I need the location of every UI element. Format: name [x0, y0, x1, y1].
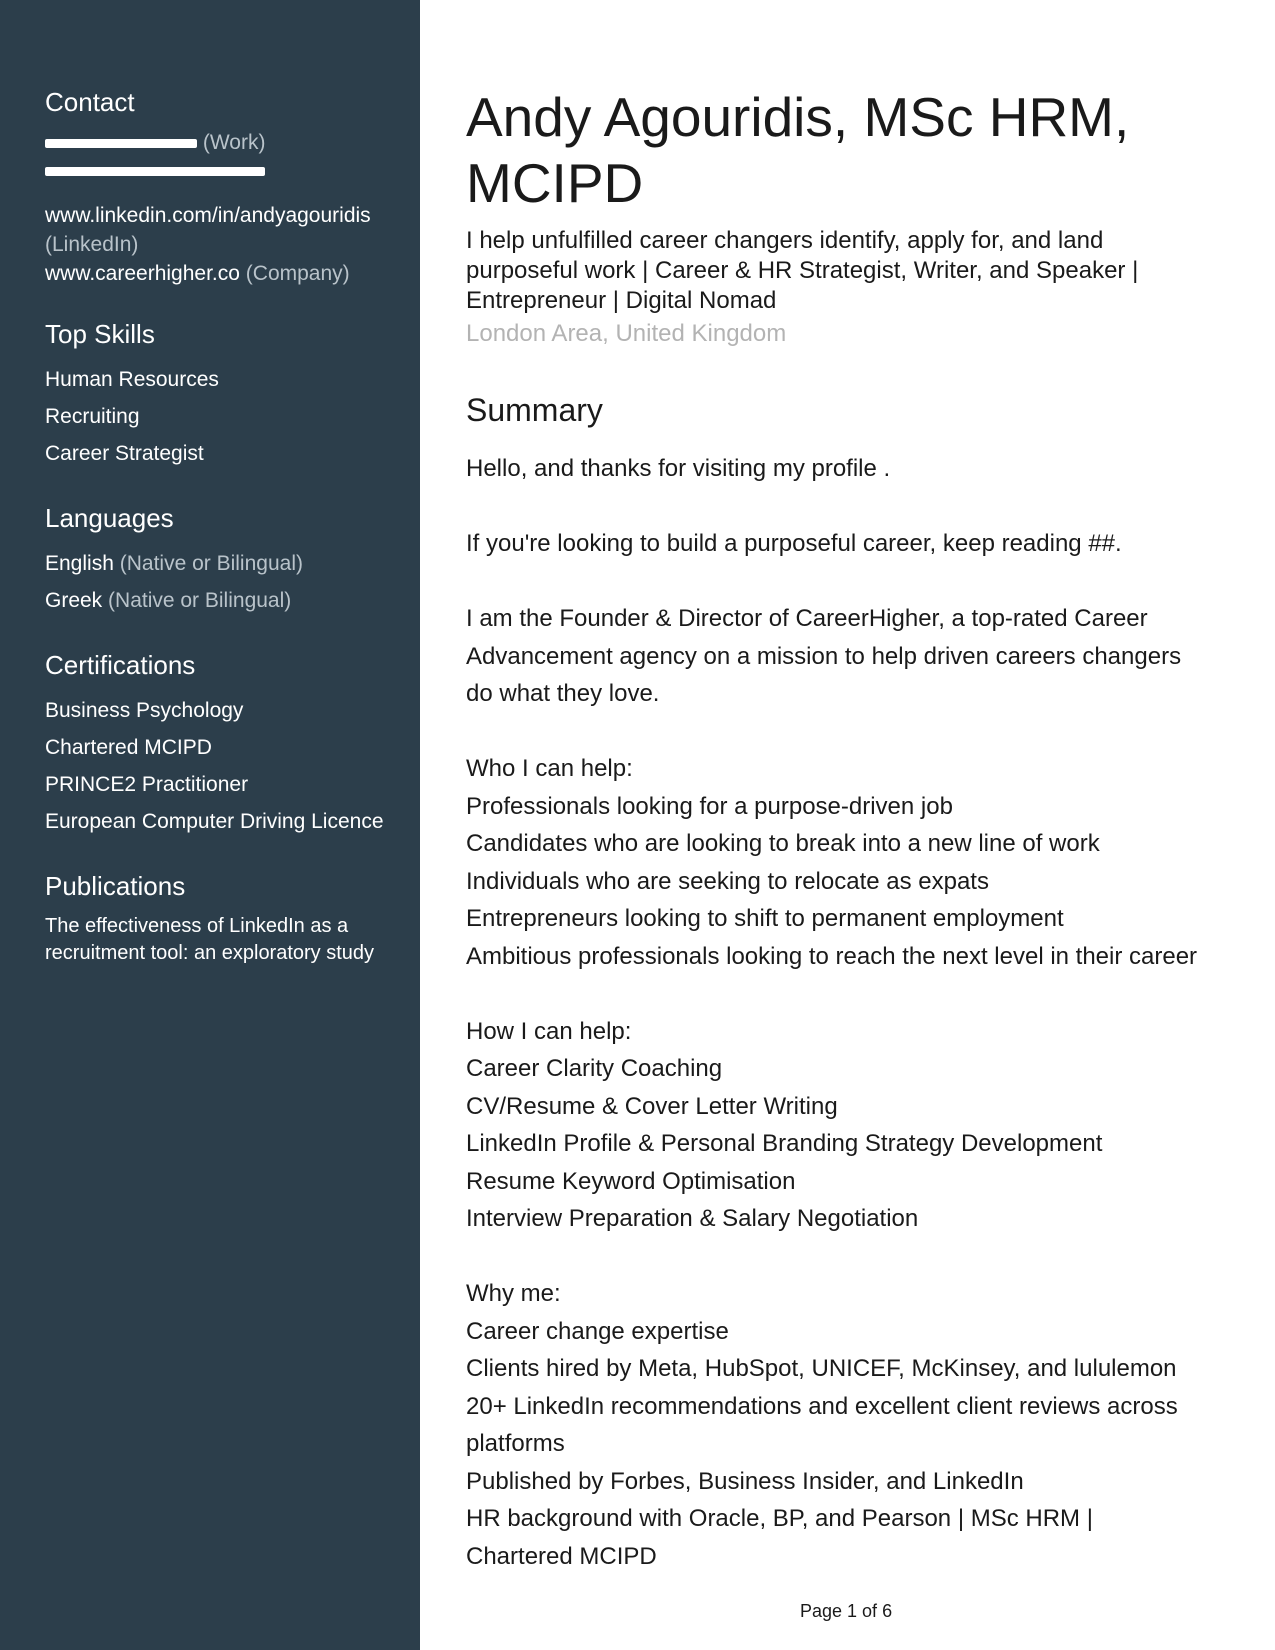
publications-section	[45, 870, 410, 967]
publication-line: recruitment tool: an exploratory study	[45, 942, 375, 964]
publication-line: The effectiveness of LinkedIn as a	[45, 915, 349, 937]
summary-line: Who I can help:	[466, 755, 633, 782]
profile-name	[466, 84, 1246, 216]
top-skills-heading: Top Skills	[45, 319, 155, 349]
summary-heading: Summary	[466, 392, 603, 428]
redacted-phone	[45, 139, 197, 148]
main-content	[466, 0, 1246, 1575]
certification-item: Chartered MCIPD	[45, 736, 212, 759]
language-name: Greek	[45, 589, 103, 612]
phone-row	[45, 129, 410, 157]
sidebar	[0, 0, 420, 1650]
certification-item: PRINCE2 Practitioner	[45, 773, 249, 796]
redacted-email	[45, 167, 265, 176]
certification-item: Business Psychology	[45, 699, 244, 722]
summary-line: CV/Resume & Cover Letter Writing	[466, 1092, 838, 1120]
summary-spacer	[466, 488, 1246, 526]
email-row	[45, 157, 410, 185]
summary-line: Ambitious professionals looking to reach the next level in their career	[466, 942, 1198, 970]
summary-line: Why me:	[466, 1280, 561, 1307]
profile-headline	[466, 226, 1246, 316]
skill-item: Career Strategist	[45, 442, 204, 465]
skill-item: Recruiting	[45, 405, 140, 428]
summary-line: Chartered MCIPD	[466, 1542, 657, 1570]
headline-line: Entrepreneur | Digital Nomad	[466, 287, 777, 314]
summary-line: If you're looking to build a purposeful career, keep reading ##.	[466, 530, 1122, 557]
languages-section	[45, 502, 410, 619]
name-line: MCIPD	[466, 152, 644, 214]
summary-line: Resume Keyword Optimisation	[466, 1167, 796, 1195]
summary-line: LinkedIn Profile & Personal Branding Strategy Development	[466, 1130, 1103, 1157]
linkedin-type: (LinkedIn)	[45, 233, 139, 256]
summary-line: Candidates who are looking to break into a new line of work	[466, 830, 1100, 857]
company-type: (Company)	[245, 262, 350, 285]
summary-line: platforms	[466, 1430, 565, 1457]
languages-heading: Languages	[45, 503, 174, 533]
summary-line: Career Clarity Coaching	[466, 1055, 723, 1082]
summary-line: Entrepreneurs looking to shift to permanent employment	[466, 905, 1064, 932]
summary-body	[466, 450, 1246, 1575]
summary-line: Advancement agency on a mission to help driven careers changers	[466, 642, 1182, 670]
publications-heading: Publications	[45, 871, 186, 901]
linkedin-link[interactable]: www.linkedin.com/in/andyagouridis	[45, 204, 371, 227]
contact-heading: Contact	[45, 87, 135, 117]
profile-location: London Area, United Kingdom	[466, 320, 787, 347]
certifications-heading: Certifications	[45, 650, 196, 680]
contact-links	[45, 201, 410, 288]
certifications-section	[45, 649, 410, 840]
summary-line: 20+ LinkedIn recommendations and excellent client reviews across	[466, 1392, 1178, 1420]
summary-spacer	[466, 713, 1246, 751]
summary-line: I am the Founder & Director of CareerHigher, a top-rated Career	[466, 605, 1148, 632]
summary-line: Hello, and thanks for visiting my profile .	[466, 455, 891, 482]
language-item	[45, 545, 410, 582]
language-name: English	[45, 552, 114, 575]
summary-line: How I can help:	[466, 1017, 632, 1045]
summary-line: Clients hired by Meta, HubSpot, UNICEF, McKinsey, and lululemon	[466, 1355, 1177, 1382]
name-line: Andy Agouridis, MSc HRM,	[466, 86, 1130, 148]
headline-line: purposeful work | Career & HR Strategist, Writer, and Speaker |	[466, 257, 1139, 284]
summary-line: Individuals who are seeking to relocate as expats	[466, 867, 989, 895]
top-skills-section	[45, 318, 410, 472]
company-link[interactable]: www.careerhigher.co	[45, 262, 240, 285]
summary-line: Interview Preparation & Salary Negotiation	[466, 1205, 919, 1232]
summary-spacer	[466, 563, 1246, 601]
language-item	[45, 582, 410, 619]
summary-spacer	[466, 1238, 1246, 1276]
page-number: Page 1 of 6	[800, 1601, 893, 1621]
summary-line: do what they love.	[466, 680, 660, 707]
summary-line: HR background with Oracle, BP, and Pearson | MSc HRM |	[466, 1505, 1093, 1532]
skill-item: Human Resources	[45, 368, 219, 391]
headline-line: I help unfulfilled career changers identify, apply for, and land	[466, 227, 1104, 254]
contact-section	[45, 86, 410, 288]
company-row	[45, 259, 410, 288]
summary-line: Published by Forbes, Business Insider, and LinkedIn	[466, 1467, 1024, 1495]
phone-type: (Work)	[202, 131, 266, 154]
language-level: (Native or Bilingual)	[119, 552, 303, 575]
summary-spacer	[466, 975, 1246, 1013]
certification-item: European Computer Driving Licence	[45, 810, 384, 833]
summary-line: Career change expertise	[466, 1317, 729, 1345]
language-level: (Native or Bilingual)	[108, 589, 292, 612]
summary-line: Professionals looking for a purpose-driven job	[466, 792, 953, 820]
